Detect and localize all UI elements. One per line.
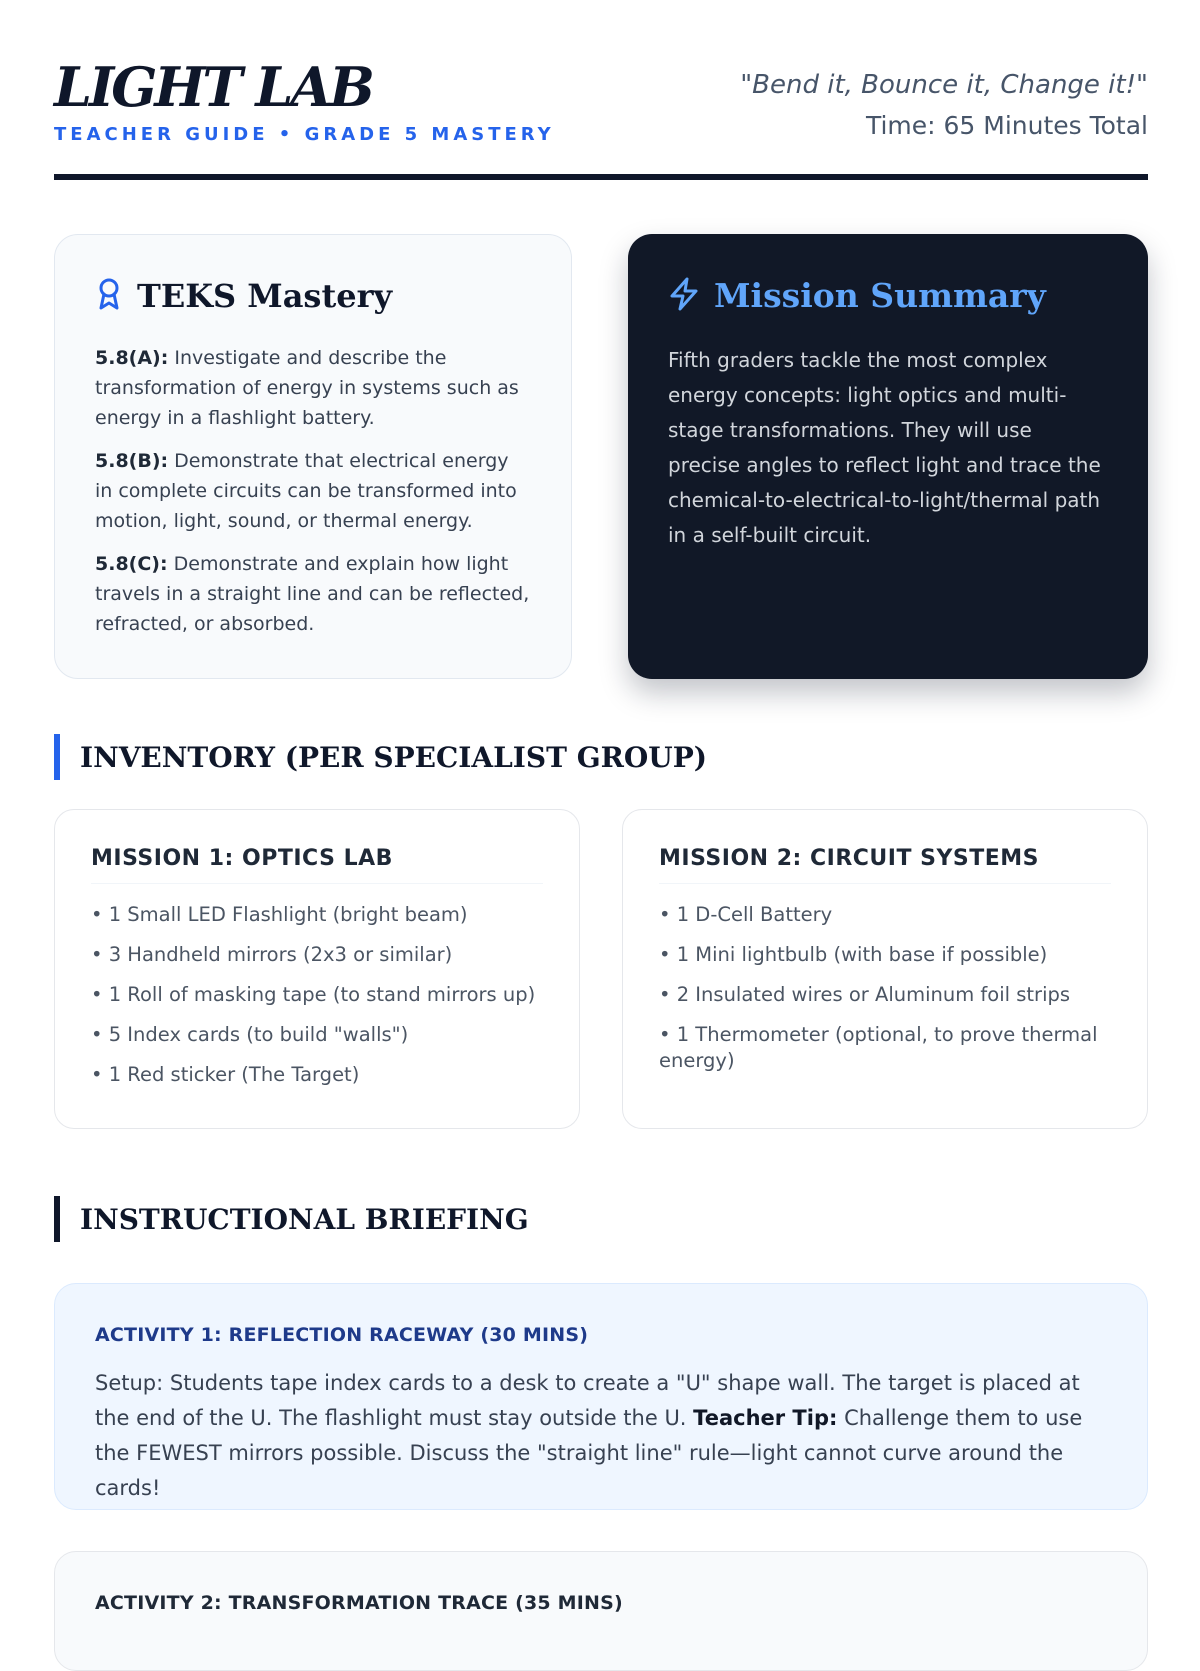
mission1-inventory-card <box>54 809 580 1129</box>
lightning-bolt-icon <box>668 277 700 315</box>
mission2-item-list <box>659 902 1111 1074</box>
teks-code: 5.8(B): <box>95 450 169 472</box>
teacher-guide-page <box>54 0 1148 1614</box>
teks-item <box>95 446 531 536</box>
teks-text: Investigate and describe the transformation of energy in systems such as energy in a flashlight battery. <box>95 347 519 429</box>
list-item: • 1 D-Cell Battery <box>659 903 833 926</box>
list-item: • 1 Roll of masking tape (to stand mirrors up) <box>91 983 536 1006</box>
activity-1-card <box>54 1283 1148 1510</box>
teacher-tip-label: Teacher Tip: <box>693 1406 838 1430</box>
award-ribbon-icon <box>95 277 123 315</box>
header-divider <box>54 174 1148 180</box>
activity-1-tip-text: Challenge them to use the FEWEST mirrors possible. Discuss the "straight line" rule—light cannot curve around the cards! <box>95 1406 1083 1500</box>
mission2-title: MISSION 2: CIRCUIT SYSTEMS <box>659 846 1111 884</box>
briefing-heading: INSTRUCTIONAL BRIEFING <box>54 1196 529 1242</box>
page-subtitle: TEACHER GUIDE • GRADE 5 MASTERY <box>54 124 555 145</box>
mission-heading: Mission Summary <box>714 276 1046 315</box>
mission-summary-text: Fifth graders tackle the most complex energy concepts: light optics and multi-stage transformations. They will use precise angles to reflect light and trace the chemical-to-electrical-to-light/thermal path in a self-built circuit. <box>668 348 1101 547</box>
teks-heading: TEKS Mastery <box>137 277 393 315</box>
list-item: • 3 Handheld mirrors (2x3 or similar) <box>91 943 453 966</box>
list-item: • 5 Index cards (to build "walls") <box>91 1023 409 1046</box>
page-header <box>54 0 1148 182</box>
header-quote: "Bend it, Bounce it, Change it!" <box>740 70 1148 100</box>
inventory-heading: INVENTORY (PER SPECIALIST GROUP) <box>54 734 707 780</box>
list-item: • 2 Insulated wires or Aluminum foil strips <box>659 983 1071 1006</box>
mission-summary-card <box>628 234 1148 679</box>
activity-2-card <box>54 1551 1148 1671</box>
teks-item <box>95 549 531 639</box>
mission2-inventory-card <box>622 809 1148 1129</box>
total-time: Time: 65 Minutes Total <box>865 111 1148 140</box>
mission1-title: MISSION 1: OPTICS LAB <box>91 846 543 884</box>
mission-card-header <box>668 276 1108 315</box>
teks-code: 5.8(C): <box>95 553 168 575</box>
list-item: • 1 Thermometer (optional, to prove thermal energy) <box>659 1023 1098 1072</box>
page-title: LIGHT LAB <box>54 55 372 119</box>
list-item: • 1 Small LED Flashlight (bright beam) <box>91 903 468 926</box>
mission1-item-list <box>91 902 543 1088</box>
list-item: • 1 Red sticker (The Target) <box>91 1063 360 1086</box>
teks-card <box>54 234 572 679</box>
teks-text: Demonstrate and explain how light travels in a straight line and can be reflected, refracted, or absorbed. <box>95 553 530 635</box>
activity-2-title: ACTIVITY 2: TRANSFORMATION TRACE (35 MINS) <box>95 1592 623 1614</box>
activity-1-body <box>95 1366 1107 1506</box>
teks-card-header <box>95 277 531 315</box>
teks-item <box>95 343 531 433</box>
teks-code: 5.8(A): <box>95 347 169 369</box>
activity-1-title: ACTIVITY 1: REFLECTION RACEWAY (30 MINS) <box>95 1324 589 1346</box>
list-item: • 1 Mini lightbulb (with base if possible) <box>659 943 1048 966</box>
activity-1-setup-text: Setup: Students tape index cards to a desk to create a "U" shape wall. The target is placed at the end of the U. The flashlight must stay outside the U. <box>95 1371 1080 1430</box>
teks-text: Demonstrate that electrical energy in complete circuits can be transformed into motion, light, sound, or thermal energy. <box>95 450 517 532</box>
